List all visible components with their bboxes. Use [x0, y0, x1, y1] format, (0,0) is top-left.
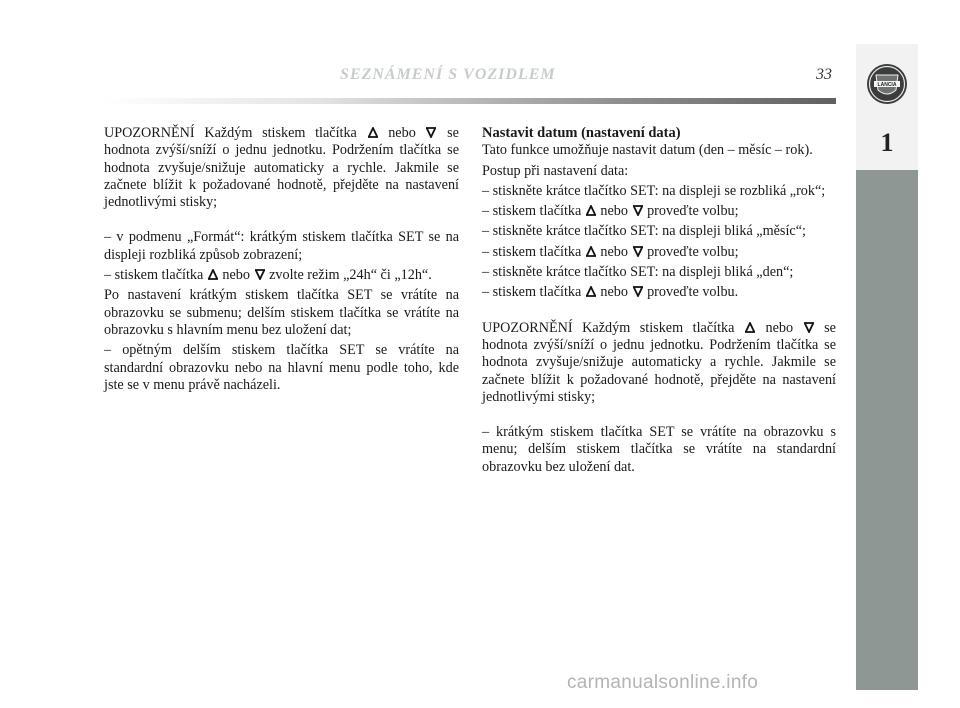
triangle-down-icon — [633, 246, 643, 257]
triangle-up-icon — [586, 205, 596, 216]
triangle-up-icon — [745, 322, 755, 333]
right-paragraph-intro: Tato funkce umožňuje nastavit datum (den – měsíc – rok). — [482, 142, 813, 159]
left-paragraph-warning: UPOZORNĚNÍ Každým stiskem tlačítka nebo se hodnota zvýší/sníží o jednu jednotku. Podržením tlačítka se hodnota zvyšuje/snižuje automaticky a rychle. Jakmile se začnete blížit k požadované hodnotě, přejděte na nastavení jednotlivými stisky; — [104, 125, 459, 211]
right-step-day: – stiskněte krátce tlačítko SET: na displeji bliká „den“; — [482, 264, 794, 281]
lancia-logo-icon — [866, 63, 908, 105]
left-paragraph-format: – v podmenu „Formát“: krátkým stiskem tlačítka SET se na displeji rozbliká způsob zobrazení; — [104, 229, 459, 263]
page-header-title: SEZNÁMENÍ S VOZIDLEM — [340, 66, 556, 83]
triangle-down-icon — [633, 286, 643, 297]
header-rule — [100, 98, 836, 104]
right-step-select-2: – stiskem tlačítka nebo proveďte volbu; — [482, 243, 739, 260]
watermark: carmanualsonline.info — [567, 672, 759, 693]
right-paragraph-warning: UPOZORNĚNÍ Každým stiskem tlačítka nebo se hodnota zvýší/sníží o jednu jednotku. Podržením tlačítka se hodnota zvyšuje/snižuje automaticky a rychle. Jakmile se začnete blížit k požadované hodnotě, přejděte na nastavení jednotlivými stisky; — [482, 319, 836, 405]
right-paragraph-short-press: – krátkým stiskem tlačítka SET se vrátíte na obrazovku s menu; delším stiskem tlačítka se vrátíte na standardní obrazovku bez uložení dat. — [482, 424, 836, 475]
triangle-down-icon — [633, 205, 643, 216]
right-step-select-3: – stiskem tlačítka nebo proveďte volbu. — [482, 284, 739, 301]
right-paragraph-procedure: Postup při nastavení data: — [482, 162, 629, 179]
left-paragraph-select: – stiskem tlačítka nebo zvolte režim „24h“ či „12h“. — [104, 267, 432, 284]
chapter-number: 1 — [880, 128, 894, 157]
triangle-up-icon — [368, 127, 378, 138]
triangle-down-icon — [804, 322, 814, 333]
triangle-up-icon — [586, 246, 596, 257]
page-number: 33 — [816, 66, 832, 83]
logo-text: LANCIA — [877, 82, 897, 88]
triangle-down-icon — [426, 127, 436, 138]
triangle-down-icon — [255, 269, 265, 280]
right-column — [482, 125, 836, 476]
left-paragraph-long-press: – opětným delším stiskem tlačítka SET se vrátíte na standardní obrazovku nebo na hlavní menu podle toho, kde jste se v menu právě nacházeli. — [104, 342, 459, 393]
right-step-select-1: – stiskem tlačítka nebo proveďte volbu; — [482, 203, 739, 220]
triangle-up-icon — [208, 269, 218, 280]
left-column — [104, 125, 459, 394]
right-step-month: – stiskněte krátce tlačítko SET: na displeji bliká „měsíc“; — [482, 223, 806, 240]
section-title: Nastavit datum (nastavení data) — [482, 125, 681, 141]
left-paragraph-after-setting: Po nastavení krátkým stiskem tlačítka SET se vrátíte na obrazovku se submenu; delším stiskem tlačítka se vrátíte na obrazovku s hlavním menu bez uložení dat; — [104, 287, 459, 338]
right-step-year: – stiskněte krátce tlačítko SET: na displeji se rozbliká „rok“; — [482, 182, 826, 199]
triangle-up-icon — [586, 286, 596, 297]
